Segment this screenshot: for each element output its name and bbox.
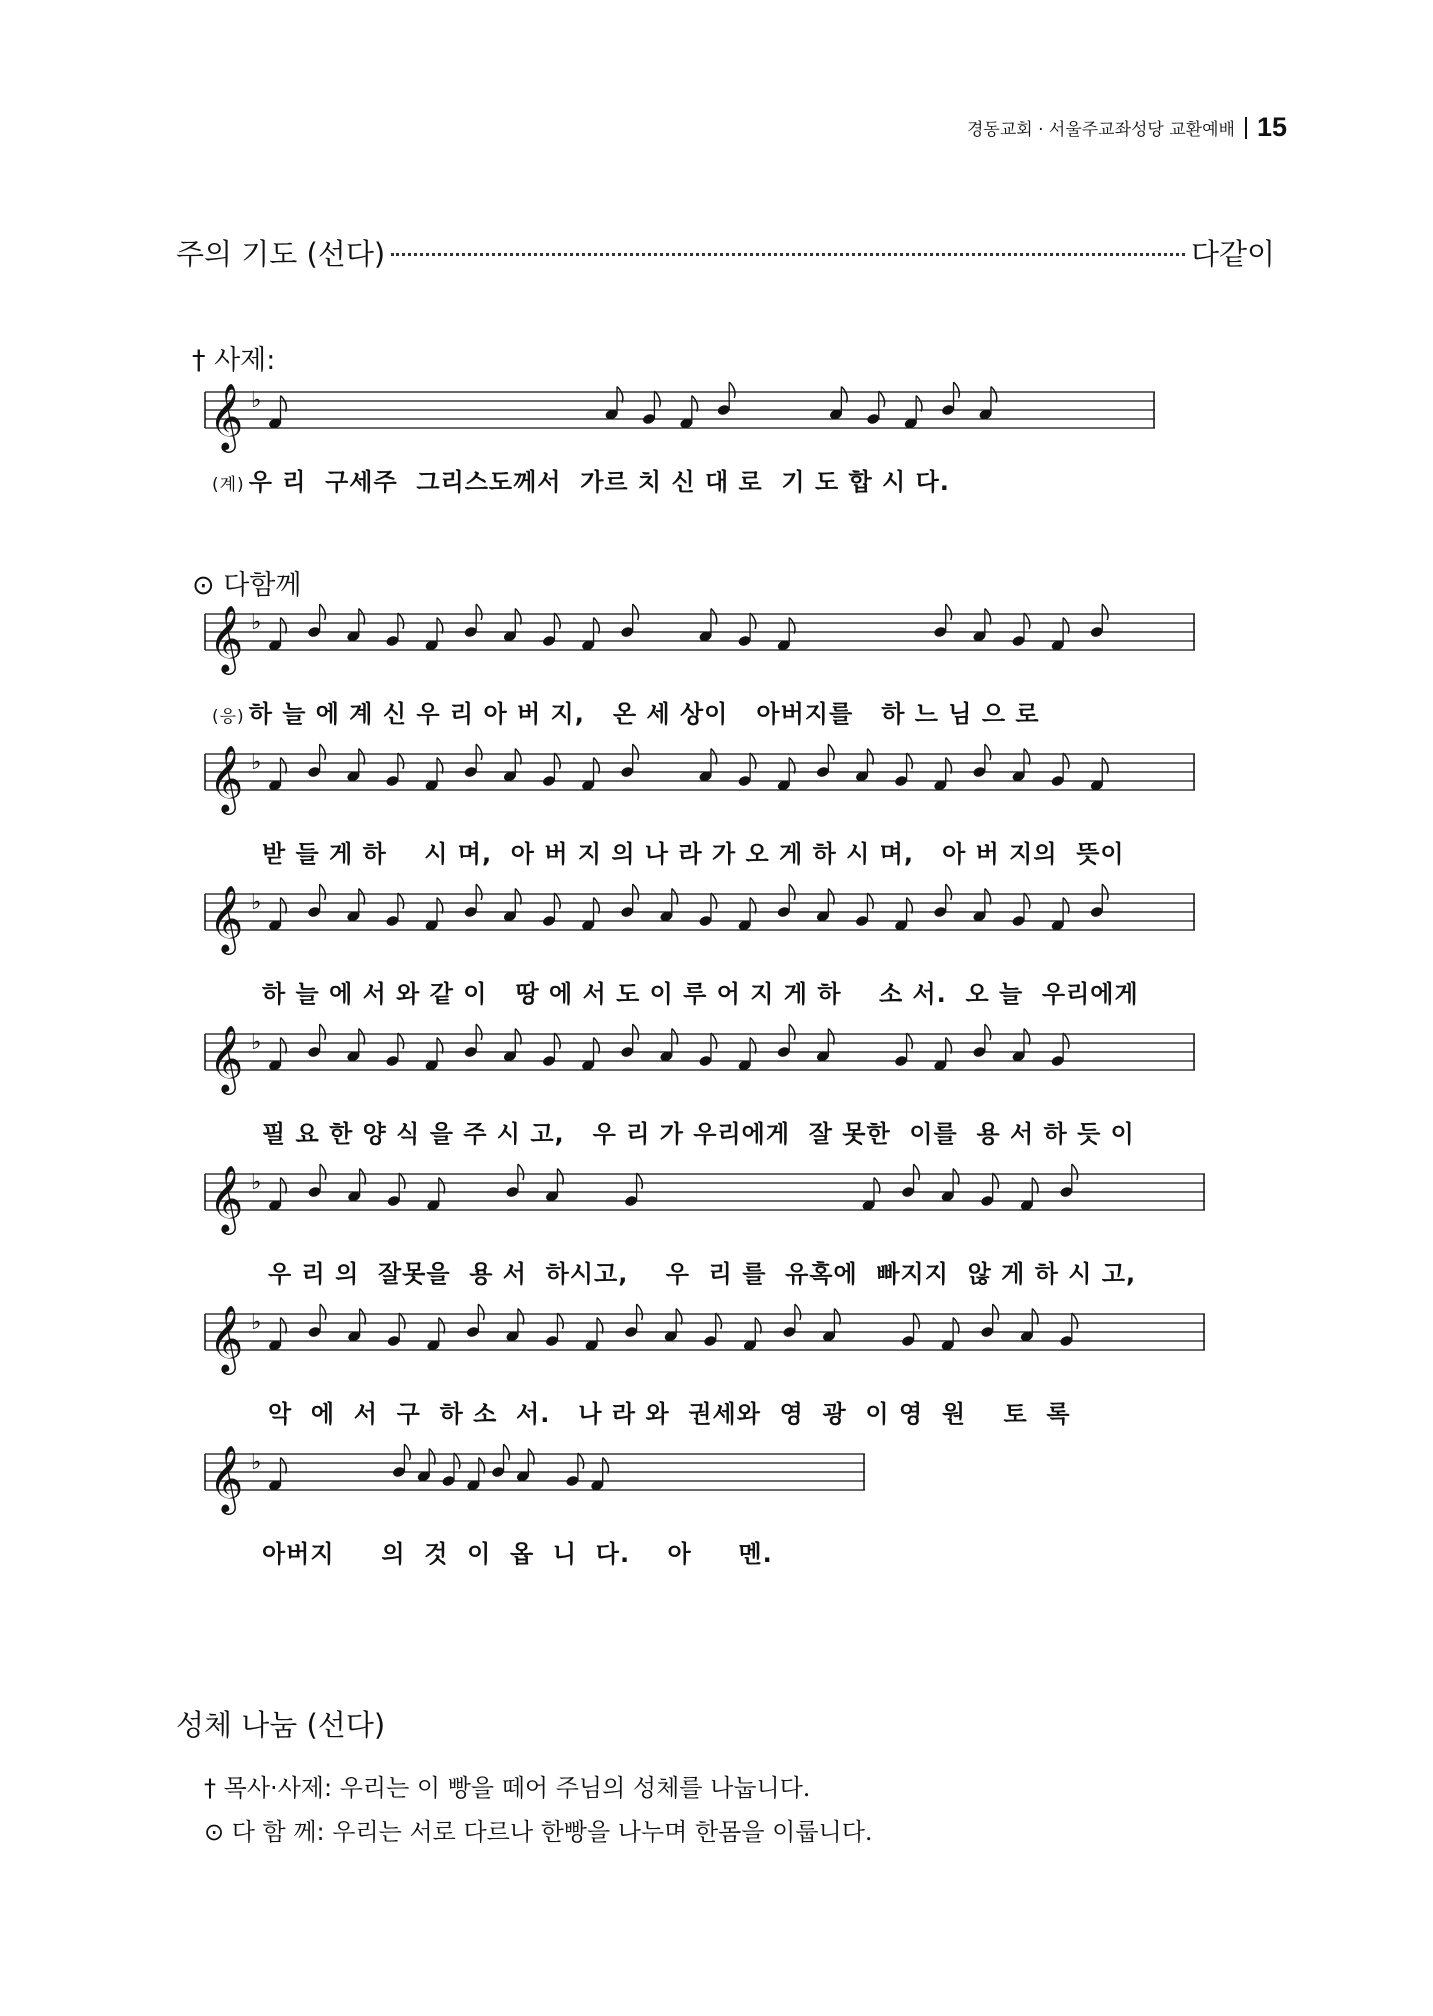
treble-clef-staff-icon (205, 1300, 1205, 1380)
treble-clef-staff-icon (205, 1020, 1195, 1100)
communion-line (204, 1812, 873, 1847)
lyric-text: 우 리 의 잘못을 용 서 하시고, 우 리 를 유혹에 빠지지 않 게 하 시 고, (268, 1260, 1137, 1288)
svg-text:♭: ♭ (251, 1030, 262, 1055)
svg-text:♭: ♭ (251, 1450, 262, 1475)
svg-text:♭: ♭ (251, 1170, 262, 1195)
lyric-line (262, 834, 1125, 869)
priest-lyric (212, 462, 950, 497)
spoken-text: 우리는 이 빵을 떼어 주님의 성체를 나눕니다. (332, 1774, 811, 1802)
communion-line (204, 1768, 810, 1803)
svg-text:𝄞: 𝄞 (209, 604, 244, 672)
spoken-text: 우리는 서로 다르나 한빵을 나누며 한몸을 이룹니다. (324, 1818, 873, 1846)
lyric-text: 아버지 의 것 이 옵 니 다. 아 멘. (262, 1540, 773, 1568)
lyric-text: 받 들 게 하 시 며, 아 버 지 의 나 라 가 오 게 하 시 며, 아 버 지의 뜻이 (262, 840, 1125, 868)
svg-text:𝄞: 𝄞 (209, 744, 244, 812)
svg-text:𝄞: 𝄞 (209, 884, 244, 952)
lyric-text: 우 리 구세주 그리스도께서 가르 치 신 대 로 기 도 합 시 다. (248, 468, 950, 496)
treble-clef-staff-icon (205, 378, 1155, 458)
lyric-tag: (응) (212, 707, 245, 727)
lyric-line (268, 1254, 1136, 1289)
running-title: 경동교회 · 서울주교좌성당 교환예배 (967, 120, 1235, 140)
svg-text:𝄞: 𝄞 (209, 1444, 244, 1512)
treble-clef-staff-icon (205, 1440, 865, 1520)
lyric-line (268, 1394, 1071, 1429)
lyric-line (262, 1114, 1135, 1149)
svg-text:𝄞: 𝄞 (209, 1024, 244, 1092)
all-label: ⊙ 다함께 (192, 570, 302, 601)
treble-clef-staff-icon (205, 600, 1195, 680)
section-title: 주의 기도 (선다) (176, 237, 386, 271)
svg-text:♭: ♭ (251, 610, 262, 635)
svg-text:𝄞: 𝄞 (209, 1304, 244, 1372)
svg-text:𝄞: 𝄞 (209, 1164, 244, 1232)
treble-clef-staff-icon (205, 740, 1195, 820)
speaker-label: † 목사·사제: (204, 1774, 333, 1802)
treble-clef-staff-icon (205, 880, 1195, 960)
priest-label: † 사제: (192, 345, 276, 376)
svg-text:𝄞: 𝄞 (209, 382, 244, 450)
communion-title: 성체 나눔 (선다) (176, 1708, 386, 1742)
lyric-tag: (계) (212, 475, 245, 495)
svg-text:♭: ♭ (251, 890, 262, 915)
treble-clef-staff-icon (205, 1160, 1205, 1240)
lyric-text: 악 에 서 구 하 소 서. 나 라 와 권세와 영 광 이 영 원 토 록 (268, 1400, 1071, 1428)
lyric-line (212, 694, 1040, 729)
running-header (967, 112, 1287, 143)
page-number: 15 (1256, 112, 1287, 142)
svg-text:♭: ♭ (251, 750, 262, 775)
responder-label: 다같이 (1190, 237, 1275, 271)
lyric-text: 하 늘 에 서 와 같 이 땅 에 서 도 이 루 어 지 게 하 소 서. 오 늘 우리에게 (262, 980, 1139, 1008)
lords-prayer-heading (176, 232, 1275, 273)
speaker-label: ⊙ 다 함 께: (204, 1818, 325, 1846)
lyric-text: 필 요 한 양 식 을 주 시 고, 우 리 가 우리에게 잘 못한 이를 용 서 하 듯 이 (262, 1120, 1135, 1148)
lyric-line (262, 974, 1139, 1009)
svg-text:♭: ♭ (251, 388, 262, 413)
lyric-line (262, 1534, 773, 1569)
header-divider (1245, 117, 1247, 139)
dot-leader (391, 253, 1185, 256)
lyric-text: 하 늘 에 계 신 우 리 아 버 지, 온 세 상이 아버지를 하 느 님 으 로 (248, 700, 1040, 728)
svg-text:♭: ♭ (251, 1310, 262, 1335)
